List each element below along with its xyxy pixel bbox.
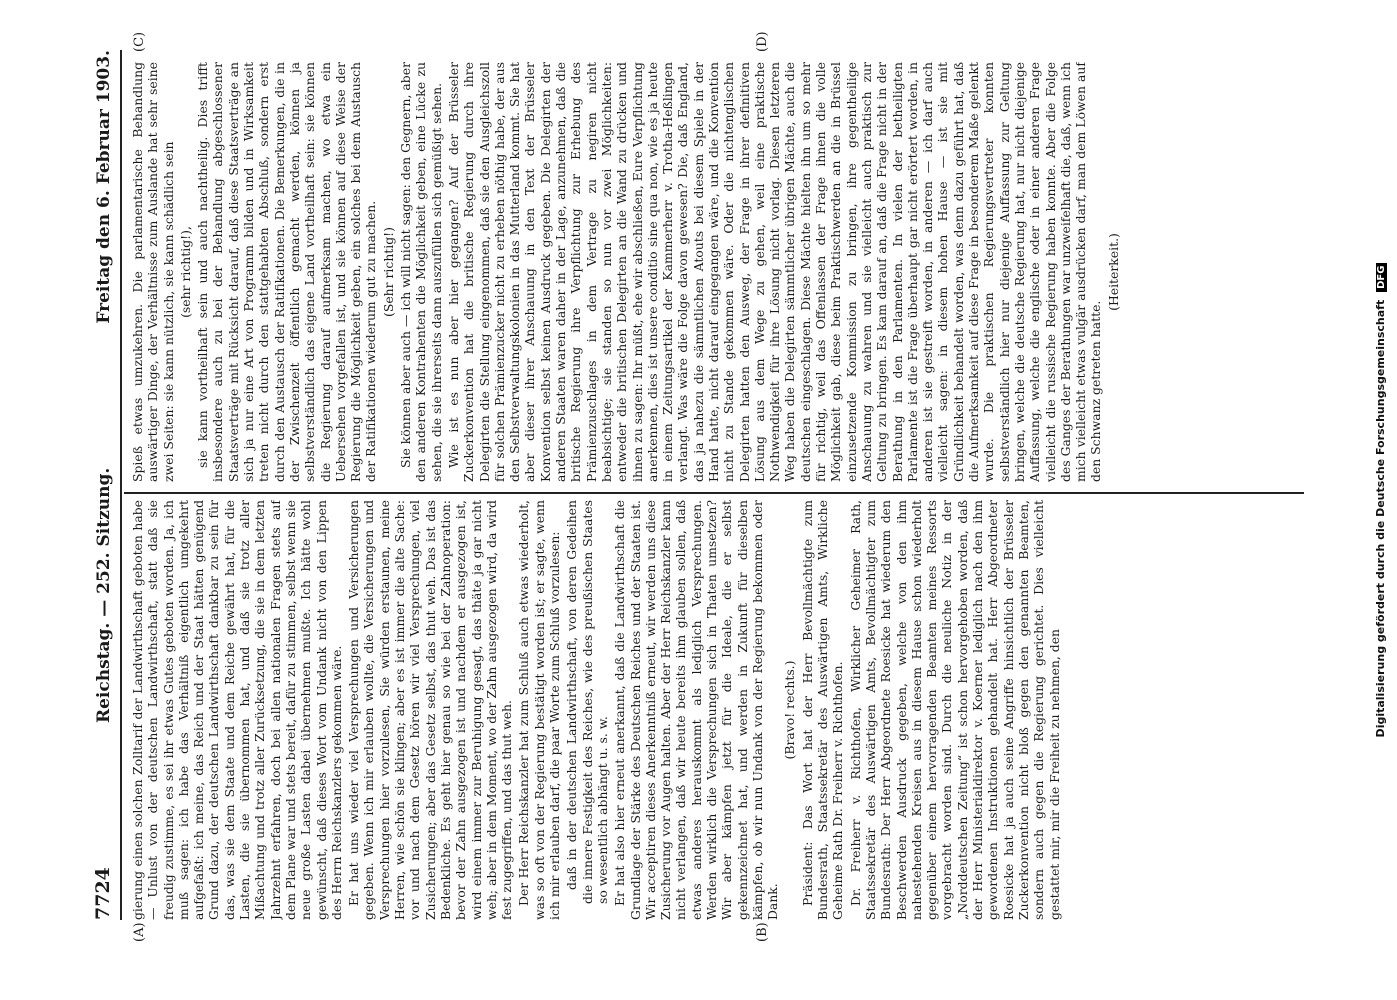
dfg-logo: DFG bbox=[1376, 263, 1387, 292]
left-column bbox=[130, 500, 1305, 920]
margin-marker-d: (D) bbox=[755, 31, 770, 52]
column-divider bbox=[124, 492, 1304, 494]
paragraph: gierung einen solchen Zolltarif der Landwirthschaft geboten habe — Unlust von der deutschen Landwirthschaft, statt daß sie freudig zustimme, es sei ihr etwas Gutes geboten worden. Ja, ich muß sagen: ich habe das Verhältniß eigentlich umgekehrt aufgefaßt: ich meine, das Reich und der Staat hätten genügend Grund dazu, der deutschen Landwirthschaft dankbar zu sein für das, was sie dem Staate und dem Reiche gewährt hat, für die Lasten, die sie übernommen hat, und daß sie trotz aller Mißachtung und trotz aller Zurücksetzung, die sie in dem letzten Jahrzehnt erfahren, doch bei allen nationalen Fragen stets auf dem Plane war und stets bereit, dafür zu stimmen, selbst wenn sie neue große Lasten dabei übernehmen mußte. Ich hätte wohl gewünscht, daß dieses Wort vom Undank nicht von den Lippen des Herrn Reichskanzlers gekommen wäre. bbox=[130, 500, 344, 920]
session-title: Reichstag. — 252. Sitzung. bbox=[94, 467, 114, 724]
paragraph: Spieß etwas umzukehren. Die parlamentarische Behandlung auswärtiger Dinge, der Verhältnisse zum Auslande hat sehr seine zwei Seiten: sie kann nützlich, sie kann schädlich sein bbox=[130, 62, 176, 482]
paragraph: Präsident: Das Wort hat der Herr Bevollmächtigte zum Bundesrath, Staatssekretär des Auswärtigen Amts, Wirkliche Geheime Rath Dr. Freiherr v. Richthofen. bbox=[799, 500, 846, 920]
paragraph: Er hat also hier erneut anerkannt, daß die Landwirthschaft die Grundlage der Stärke des Deutschen Reiches und der Staaten ist. Wir acceptiren dieses Anerkenntniß erneut, wir werden uns diese Zusicherung vor Augen halten. Aber der Herr Reichskanzler kann nicht verlangen, daß wir heute bereits ihm glauben sollen, daß etwas anderes herauskommt als lediglich Versprechungen. Werden wirklich die Versprechungen sich in Thaten umsetzen? Wir aber kämpfen jetzt für die Ideale, die er selbst gekennzeichnet hat, und werden in Zukunft für dieselben kämpfen, ob wir nun Undank von der Regierung bekommen oder Dank. bbox=[612, 500, 781, 920]
paragraph: Dr. Freiherr v. Richthofen, Wirklicher Geheimer Rath, Staatssekretär des Auswärtigen Amts, Bevollmächtigter zum Bundesrath: Der Herr Abgeordnete Roesicke hat wiederum den Beschwerden Ausdruck gegeben, welche von den ihm nahestehenden Kreisen aus in diesem Hause schon wiederholt gegenüber einem hervorragenden Beamten meines Ressorts vorgebracht worden sind. Durch die neuliche Notiz in der „Norddeutschen Zeitung“ ist schon hervorgehoben worden, daß der Herr Ministerialdirektor v. Koerner lediglich nach den ihm gewordenen Instruktionen gehandelt hat. Herr Abgeordneter Roesicke hat ja auch seine Angriffe hinsichtlich der Brüsseler Zuckerkonvention nicht bloß gegen den genannten Beamten, sondern auch gegen die Regierung gerichtet. Dies vielleicht gestattet mir, mir die Freiheit zu nehmen, den bbox=[847, 500, 1062, 920]
interjection: (Heiterkeit.) bbox=[1105, 233, 1121, 311]
margin-marker-c: (C) bbox=[132, 31, 147, 52]
interjection: (sehr richtig!), bbox=[177, 226, 193, 318]
interjection: (Bravo! rechts.) bbox=[782, 660, 798, 760]
quote-paragraph: daß in der deutschen Landwirthschaft, von deren Gedeihen die innere Festigkeit des Reiches, wie des preußischen Staates so wesentlich abhängt u. s. w. bbox=[564, 500, 610, 904]
paragraph: Er hat uns wieder viel Versprechungen und Versicherungen gegeben. Wenn ich mir erlauben wollte, die Versicherungen und Versprechungen hier vorzulesen, Sie würden erstaunen, meine Herren, wie schön sie klingen; aber es ist immer die alte Sache: vor und nach dem Gesetz hören wir viel Versprechungen, viel Zusicherungen; aber das Gesetz selbst, das thut weh. Das ist das Bedenkliche. Es geht hier genau so wie bei der Zahnoperation: bevor der Zahn ausgezogen ist und nachdem er ausgezogen ist, wird einem immer zur Beruhigung gesagt, das thäte ja gar nicht weh; aber in dem Moment, wo der Zahn ausgezogen wird, da wird fest zugegriffen, und das thut weh. bbox=[346, 500, 515, 920]
digitization-text: Digitalisierung gefördert durch die Deutsche Forschungsgemeinschaft bbox=[1374, 299, 1387, 738]
interjection: (Sehr richtig!) bbox=[380, 227, 396, 317]
page-header bbox=[92, 50, 114, 920]
digitization-notice bbox=[1374, 0, 1394, 1000]
right-column bbox=[130, 62, 1305, 482]
margin-marker-a: (A) bbox=[132, 922, 147, 942]
session-date: Freitag den 6. Februar 1903. bbox=[94, 50, 114, 324]
paragraph: Wie ist es nun aber hier gegangen? Auf der Brüsseler Zuckerkonvention hat die britische Regierung durch ihre Delegirten die Stellung eingenommen, daß sie den Ausgleichszoll für solchen Prämienzucker nicht zu erheben nöthig habe, der aus den Selbstverwaltungskolonien in das Mutterland kommt. Sie hat aber dieser ihrer Anschauung in den Text der Brüsseler Konvention selbst keinen Ausdruck gegeben. Die Delegirten der anderen Staaten waren daher in der Lage, anzunehmen, daß die britische Regierung ihre Verpflichtung zur Erhebung des Prämienzuschlages in dem Vertrage zu negiren nicht beabsichtige; sie standen so nun vor zwei Möglichkeiten: entweder die britischen Delegirten an die Wand zu drücken und ihnen zu sagen: Ihr müßt, ehe wir abschließen, Eure Verpflichtung anerkennen, dies ist unsere conditio sine qua non, wie es ja heute in einem Zeitungsartikel der Kammerherr v. Trotha-Heßlingen verlangt. Was wäre die Folge davon gewesen? Die, daß England, das ja nahezu die sämmtlichen Atouts bei diesem Spiele in der Hand hatte, nicht darauf eingegangen wäre, und die Konvention nicht zu Stande gekommen wäre. Oder die nichtenglischen Delegirten hatten den Ausweg, der Frage in ihrer definitiven Lösung aus dem Wege zu gehen, weil eine praktische Nothwendigkeit für ihre Lösung nicht vorlag. Diesen letzteren Weg haben die Delegirten sämmtlicher übrigen Mächte, auch die deutschen eingeschlagen. Diese Mächte hielten ihn um so mehr für richtig, weil das Offenlassen der Frage ihnen die volle Möglichkeit gab, diese beim Praktischwerden an die in Brüssel einzusetzende Kommission zu bringen, ihre gegentheilige Anschauung zu wahren und sie vielleicht auch praktisch zur Geltung zu bringen. Es kam darauf an, daß die Frage nicht in der Berathung in den Parlamenten. In vielen der betheiligten Parlamente ist die Frage überhaupt gar nicht erörtert worden, in anderen ist sie gestreift worden, in anderen — ich darf auch vielleicht sagen: in diesem hohen Hause — ist sie mit Gründlichkeit behandelt worden, was denn dazu geführt hat, daß die Aufmerksamkeit auf diese Frage in besonderem Maße gelenkt wurde. Die praktischen Regierungsvertreter konnten selbstverständlich hier nur diejenige Auffassung zur Geltung bringen, welche die deutsche Regierung hat, nur nicht diejenige Auffassung, welche die englische oder in einer anderen Frage vielleicht die russische Regierung haben konnte. Aber die Folge des Ganges der Berathungen war unzweifelhaft die, daß, wenn ich mich vielleicht etwas vulgär ausdrücken darf, man dem Löwen auf den Schwanz getreten hatte. bbox=[445, 62, 1104, 482]
page-number: 7724 bbox=[92, 867, 114, 920]
paragraph: Der Herr Reichskanzler hat zum Schluß auch etwas wiederholt, was so oft von der Regierung bestätigt worden ist; er sagte, wenn ich mir erlauben darf, die paar Worte zum Schluß vorzulesen: bbox=[516, 500, 563, 920]
margin-marker-b: (B) bbox=[755, 922, 770, 942]
paragraph: Sie können aber auch — ich will nicht sagen: den Gegnern, aber den anderen Kontrahenten die Möglichkeit geben, eine Lücke zu sehen, die sie ihrerseits dann auszufüllen sich gemüßigt sehen. bbox=[398, 62, 444, 482]
paragraph: sie kann vortheilhaft sein und auch nachtheilig. Dies trifft insbesondere auch zu bei der Behandlung abgeschlossener Staatsverträge mit Rücksicht darauf, daß diese Staatsverträge an sich ja nur eine Art von Programm bilden und in Wirksamkeit treten nicht durch den stattgehabten Abschluß, sondern erst durch den Austausch der Ratifikationen. Die Bemerkungen, die in der Zwischenzeit öffentlich gemacht werden, können ja selbstverständlich das eigene Land vortheilhaft sein: sie können die Regierung darauf aufmerksam machen, wo etwa ein Uebersehen vorgefallen ist, und sie können auf diese Weise der Regierung die Möglichkeit geben, ein solches bei dem Austausch der Ratifikationen wiederum gut zu machen. bbox=[195, 62, 379, 482]
header-rule bbox=[120, 50, 122, 920]
